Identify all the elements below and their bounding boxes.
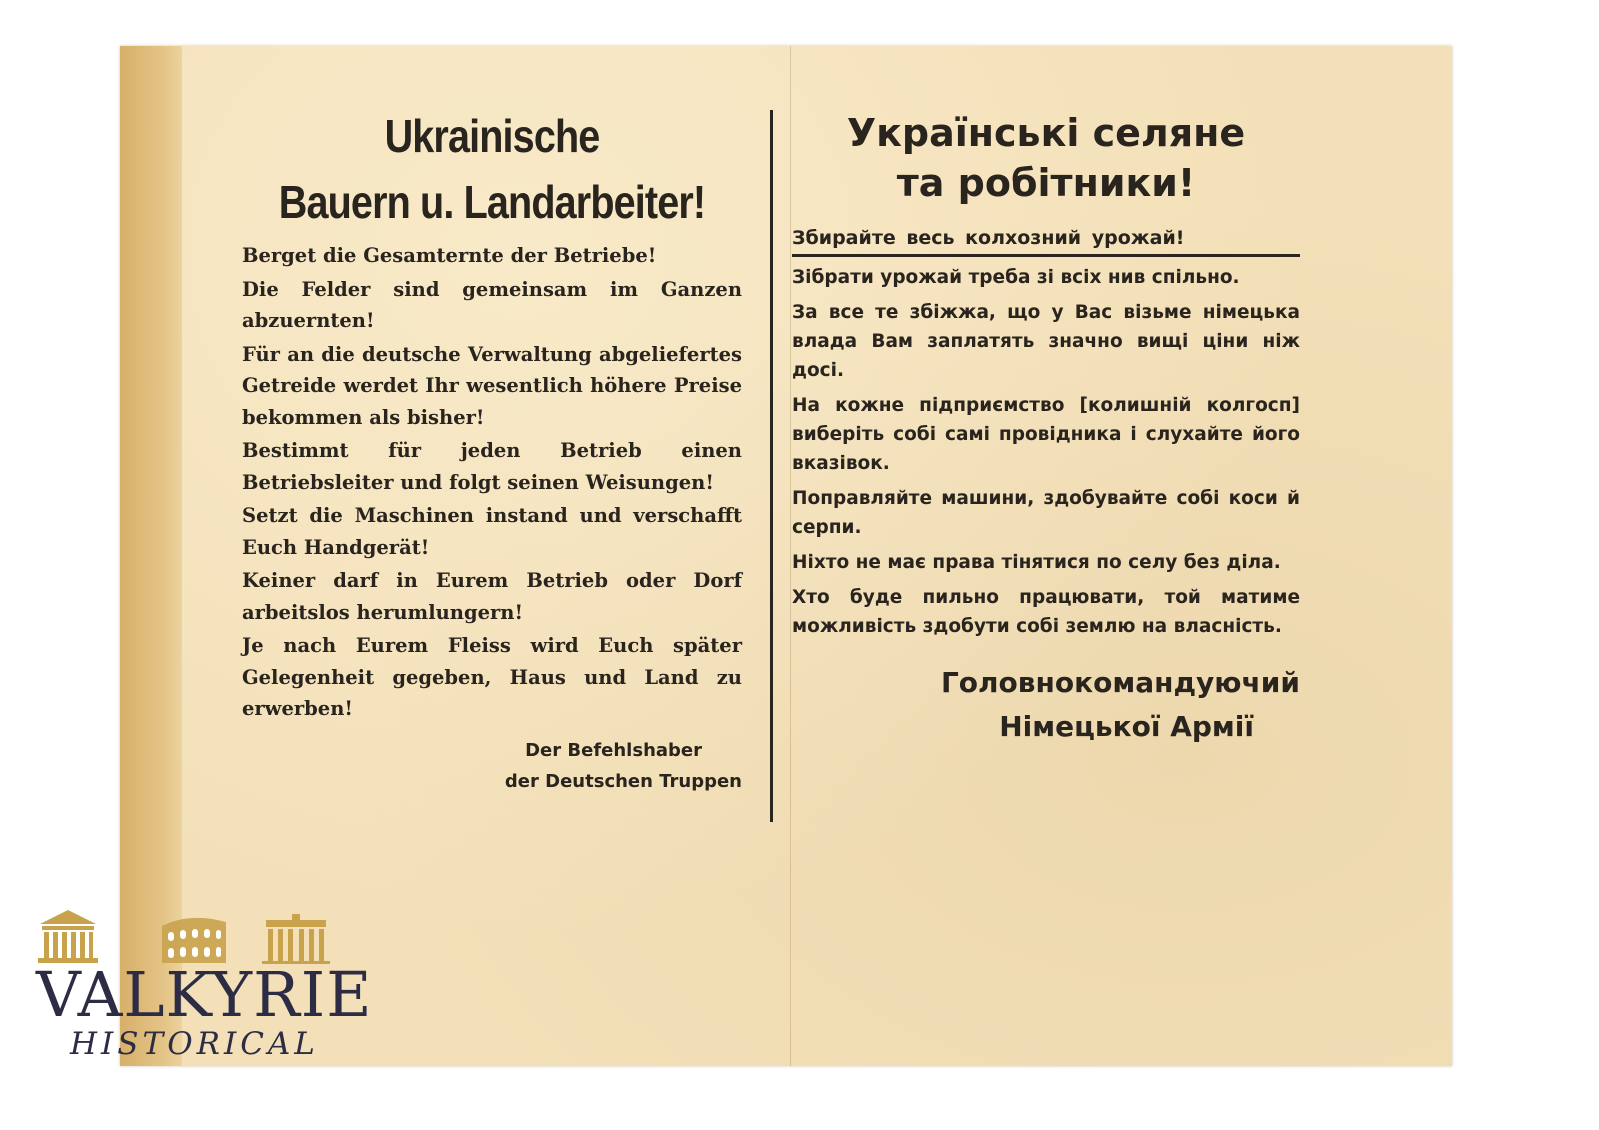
- logo-brand-text: VALKYRIE: [36, 958, 373, 1031]
- logo-sub-text: HISTORICAL: [70, 1026, 319, 1062]
- german-signature: [242, 735, 742, 797]
- ukrainian-title-line1: Українські селяне: [846, 111, 1246, 155]
- ukrainian-paragraph: Поправляйте машини, здобувайте собі коси й серпи.: [792, 488, 1300, 538]
- ukrainian-signature-line2: Німецької Армії: [999, 710, 1254, 743]
- colosseum-icon: [162, 918, 226, 963]
- ukrainian-paragraph: На кожне підприємство [колишній колгосп] виберіть собі самі провідника і слухайте його вказівок.: [792, 395, 1300, 474]
- ukrainian-paragraph: За все те збіжжа, що у Вас візьме німецька влада Вам заплатять значно вищі ціни ніж досі.: [792, 302, 1300, 381]
- ukrainian-slogan: Збирайте весь колхозний урожай!: [792, 224, 1300, 257]
- ukrainian-signature: [792, 661, 1300, 749]
- german-signature-line2: der Deutschen Truppen: [504, 770, 742, 792]
- german-title-line1: Ukrainische: [384, 110, 600, 162]
- german-paragraph: Setzt die Maschinen instand und verschafft Euch Handgerät!: [242, 504, 742, 559]
- german-column: [242, 108, 742, 797]
- german-paragraph: Berget die Gesamternte der Betriebe!: [242, 244, 657, 267]
- german-paragraph: Keiner darf in Eurem Betrieb oder Dorf arbeitslos herumlungern!: [242, 569, 742, 624]
- ukrainian-column: [792, 108, 1300, 749]
- ukrainian-paragraph: Зібрати урожай треба зі всіх нив спільно.: [792, 267, 1240, 288]
- ukrainian-signature-line1: Головнокомандуючий: [940, 666, 1300, 699]
- brandenburg-gate-icon: [262, 914, 330, 964]
- german-paragraph: Für an die deutsche Verwaltung abgeliefertes Getreide werdet Ihr wesentlich höhere Preise bekommen als bisher!: [242, 342, 742, 429]
- parthenon-icon: [38, 910, 98, 963]
- ukrainian-title-line2: та робітники!: [896, 161, 1196, 205]
- german-paragraph: Bestimmt für jeden Betrieb einen Betriebsleiter und folgt seinen Weisungen!: [242, 439, 742, 494]
- ukrainian-paragraph: Ніхто не має права тінятися по селу без діла.: [792, 552, 1281, 573]
- german-paragraph: Je nach Eurem Fleiss wird Euch später Gelegenheit gegeben, Haus und Land zu erwerben!: [242, 634, 742, 720]
- column-divider: [770, 110, 773, 822]
- german-title-line2: Bauern u. Landarbeiter!: [278, 176, 706, 228]
- valkyrie-historical-logo: [30, 908, 375, 1068]
- german-paragraph: Die Felder sind gemeinsam im Ganzen abzuernten!: [242, 277, 742, 332]
- ukrainian-paragraph: Хто буде пильно працювати, той матиме можливість здобути собі землю на власність.: [792, 587, 1300, 637]
- paper-fold-crease: [790, 46, 791, 1066]
- german-signature-line1: Der Befehlshaber: [525, 739, 702, 761]
